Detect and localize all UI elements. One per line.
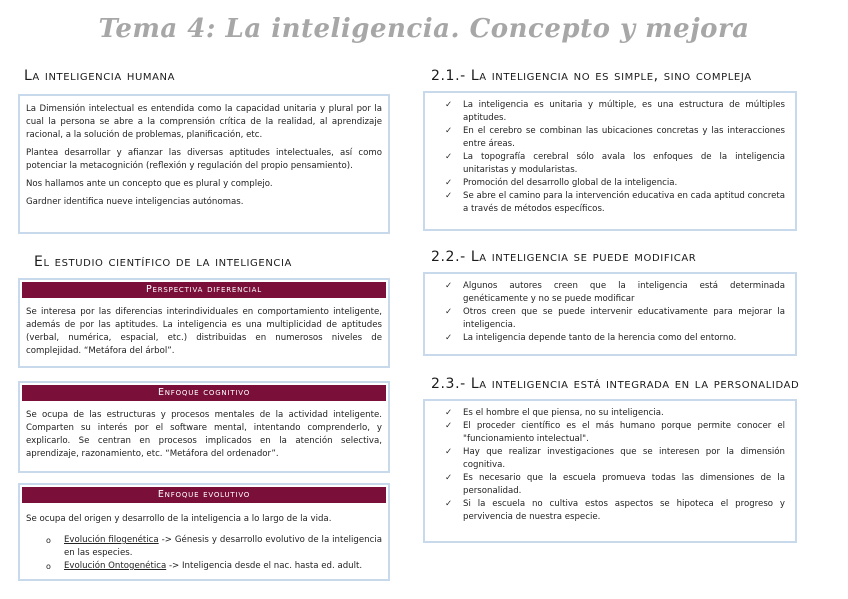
section-2-3-box <box>423 399 797 543</box>
paragraph: Nos hallamos ante un concepto que es plural y complejo. <box>26 179 273 189</box>
enfoque-cognitivo-label: Enfoque cognitivo <box>22 385 386 401</box>
section-heading-estudio-cientifico: El estudio científico de la inteligencia <box>34 254 292 270</box>
enfoque-evolutivo-box <box>18 483 390 581</box>
list-item-text: Si la escuela no cultiva estos aspectos se hipoteca el progreso y pervivencia de nuestra especie. <box>463 499 785 522</box>
checklist <box>443 99 785 216</box>
check-icon: ✓ <box>445 307 453 317</box>
check-icon: ✓ <box>445 421 453 431</box>
section-2-1-box <box>423 91 797 231</box>
list-item-text: Algunos autores creen que la inteligencia está determinada genéticamente y no se puede modificar <box>463 281 785 304</box>
list-item-text: El proceder científico es el más humano porque permite conocer el "funcionamiento intelectual". <box>463 421 785 444</box>
list-item-text: Se abre el camino para la intervención educativa en cada aptitud concreta a través de métodos específicos. <box>463 191 786 214</box>
list-item <box>443 99 785 125</box>
enfoque-evolutivo-text: Se ocupa del origen y desarrollo de la inteligencia a lo largo de la vida. <box>26 514 332 524</box>
bullet-icon: o <box>46 536 51 545</box>
section-heading-2-2: 2.2.- La inteligencia se puede modificar <box>431 249 697 265</box>
check-icon: ✓ <box>445 100 453 110</box>
list-item <box>443 306 785 332</box>
list-item-text: En el cerebro se combinan las ubicaciones concretas y las interacciones entre áreas. <box>463 126 785 149</box>
check-icon: ✓ <box>445 333 453 343</box>
check-icon: ✓ <box>445 447 453 457</box>
section-2-2-box <box>423 272 797 356</box>
list-item <box>443 407 785 420</box>
evolucion-desc: -> Inteligencia desde el nac. hasta ed. adult. <box>166 561 363 571</box>
paragraph: La Dimensión intelectual es entendida como la capacidad unitaria y plural por la cual la persona se abre a la comprensión crítica de la realidad, al aprendizaje racional, a la solución de problemas, planificación, etc. <box>26 104 382 140</box>
checklist <box>443 407 785 524</box>
list-item <box>443 177 785 190</box>
list-item-text: Es el hombre el que piensa, no su inteligencia. <box>463 408 664 418</box>
check-icon: ✓ <box>445 191 453 201</box>
list-item <box>443 446 785 472</box>
enfoque-evolutivo-label: Enfoque evolutivo <box>22 487 386 503</box>
paragraph: Plantea desarrollar y afianzar las diversas aptitudes intelectuales, así como potenciar la metacognición (reflexión y regulación del propio pensamiento). <box>26 148 382 171</box>
list-item-text: La inteligencia depende tanto de la herencia como del entorno. <box>463 333 737 343</box>
check-icon: ✓ <box>445 152 453 162</box>
evolucion-list <box>22 534 386 573</box>
list-item <box>443 472 785 498</box>
check-icon: ✓ <box>445 499 453 509</box>
check-icon: ✓ <box>445 126 453 136</box>
list-item <box>22 534 382 560</box>
list-item <box>443 280 785 306</box>
perspectiva-diferencial-label: Perspectiva diferencial <box>22 282 386 298</box>
list-item <box>22 560 382 573</box>
perspectiva-diferencial-text: Se interesa por las diferencias interindividuales en comportamiento inteligente, además de por las aptitudes. La inteligencia es una multiplicidad de aptitudes (verbal, numérica, espacial, etc.) distribuidas en numerosos niveles de complejidad. “Metáfora del árbol”. <box>26 307 382 356</box>
evolucion-desc: -> Génesis y desarrollo evolutivo de la inteligencia en las especies. <box>64 535 382 558</box>
enfoque-cognitivo-text: Se ocupa de las estructuras y procesos mentales de la actividad inteligente. Comparten su interés por el software mental, intentando comprenderlo, y explicarlo. Se centran en procesos implicados en la atención selectiva, aprendizaje, razonamiento, etc. “Metáfora del ordenador”. <box>26 410 382 459</box>
check-icon: ✓ <box>445 178 453 188</box>
paragraph: Gardner identifica nueve inteligencias autónomas. <box>26 197 244 207</box>
list-item-text: Hay que realizar investigaciones que se interesen por la dimensión cognitiva. <box>463 447 785 470</box>
inteligencia-humana-box <box>18 94 390 234</box>
list-item <box>443 125 785 151</box>
list-item <box>443 420 785 446</box>
check-icon: ✓ <box>445 408 453 418</box>
list-item-text: La inteligencia es unitaria y múltiple, es una estructura de múltiples aptitudes. <box>463 100 785 123</box>
section-heading-2-1: 2.1.- La inteligencia no es simple, sino compleja <box>431 68 752 84</box>
checklist <box>443 280 785 345</box>
list-item <box>443 498 785 524</box>
list-item-text: Es necesario que la escuela promueva todas las dimensiones de la personalidad. <box>463 473 785 496</box>
evolucion-term: Evolución filogenética <box>64 535 159 545</box>
list-item <box>443 332 785 345</box>
section-heading-inteligencia-humana: La inteligencia humana <box>24 68 176 84</box>
list-item-text: La topografía cerebral sólo avala los enfoques de la inteligencia unitaristas y modularistas. <box>463 152 785 175</box>
check-icon: ✓ <box>445 473 453 483</box>
enfoque-cognitivo-box <box>18 381 390 473</box>
list-item <box>443 190 785 216</box>
evolucion-term: Evolución Ontogenética <box>64 561 167 571</box>
list-item <box>443 151 785 177</box>
section-heading-2-3: 2.3.- La inteligencia está integrada en la personalidad <box>431 376 800 392</box>
list-item-text: Promoción del desarrollo global de la inteligencia. <box>463 178 678 188</box>
perspectiva-diferencial-box <box>18 278 390 368</box>
page-title: Tema 4: La inteligencia. Concepto y mejora <box>98 14 750 44</box>
bullet-icon: o <box>46 562 51 571</box>
check-icon: ✓ <box>445 281 453 291</box>
list-item-text: Otros creen que se puede intervenir educativamente para mejorar la inteligencia. <box>463 307 785 330</box>
